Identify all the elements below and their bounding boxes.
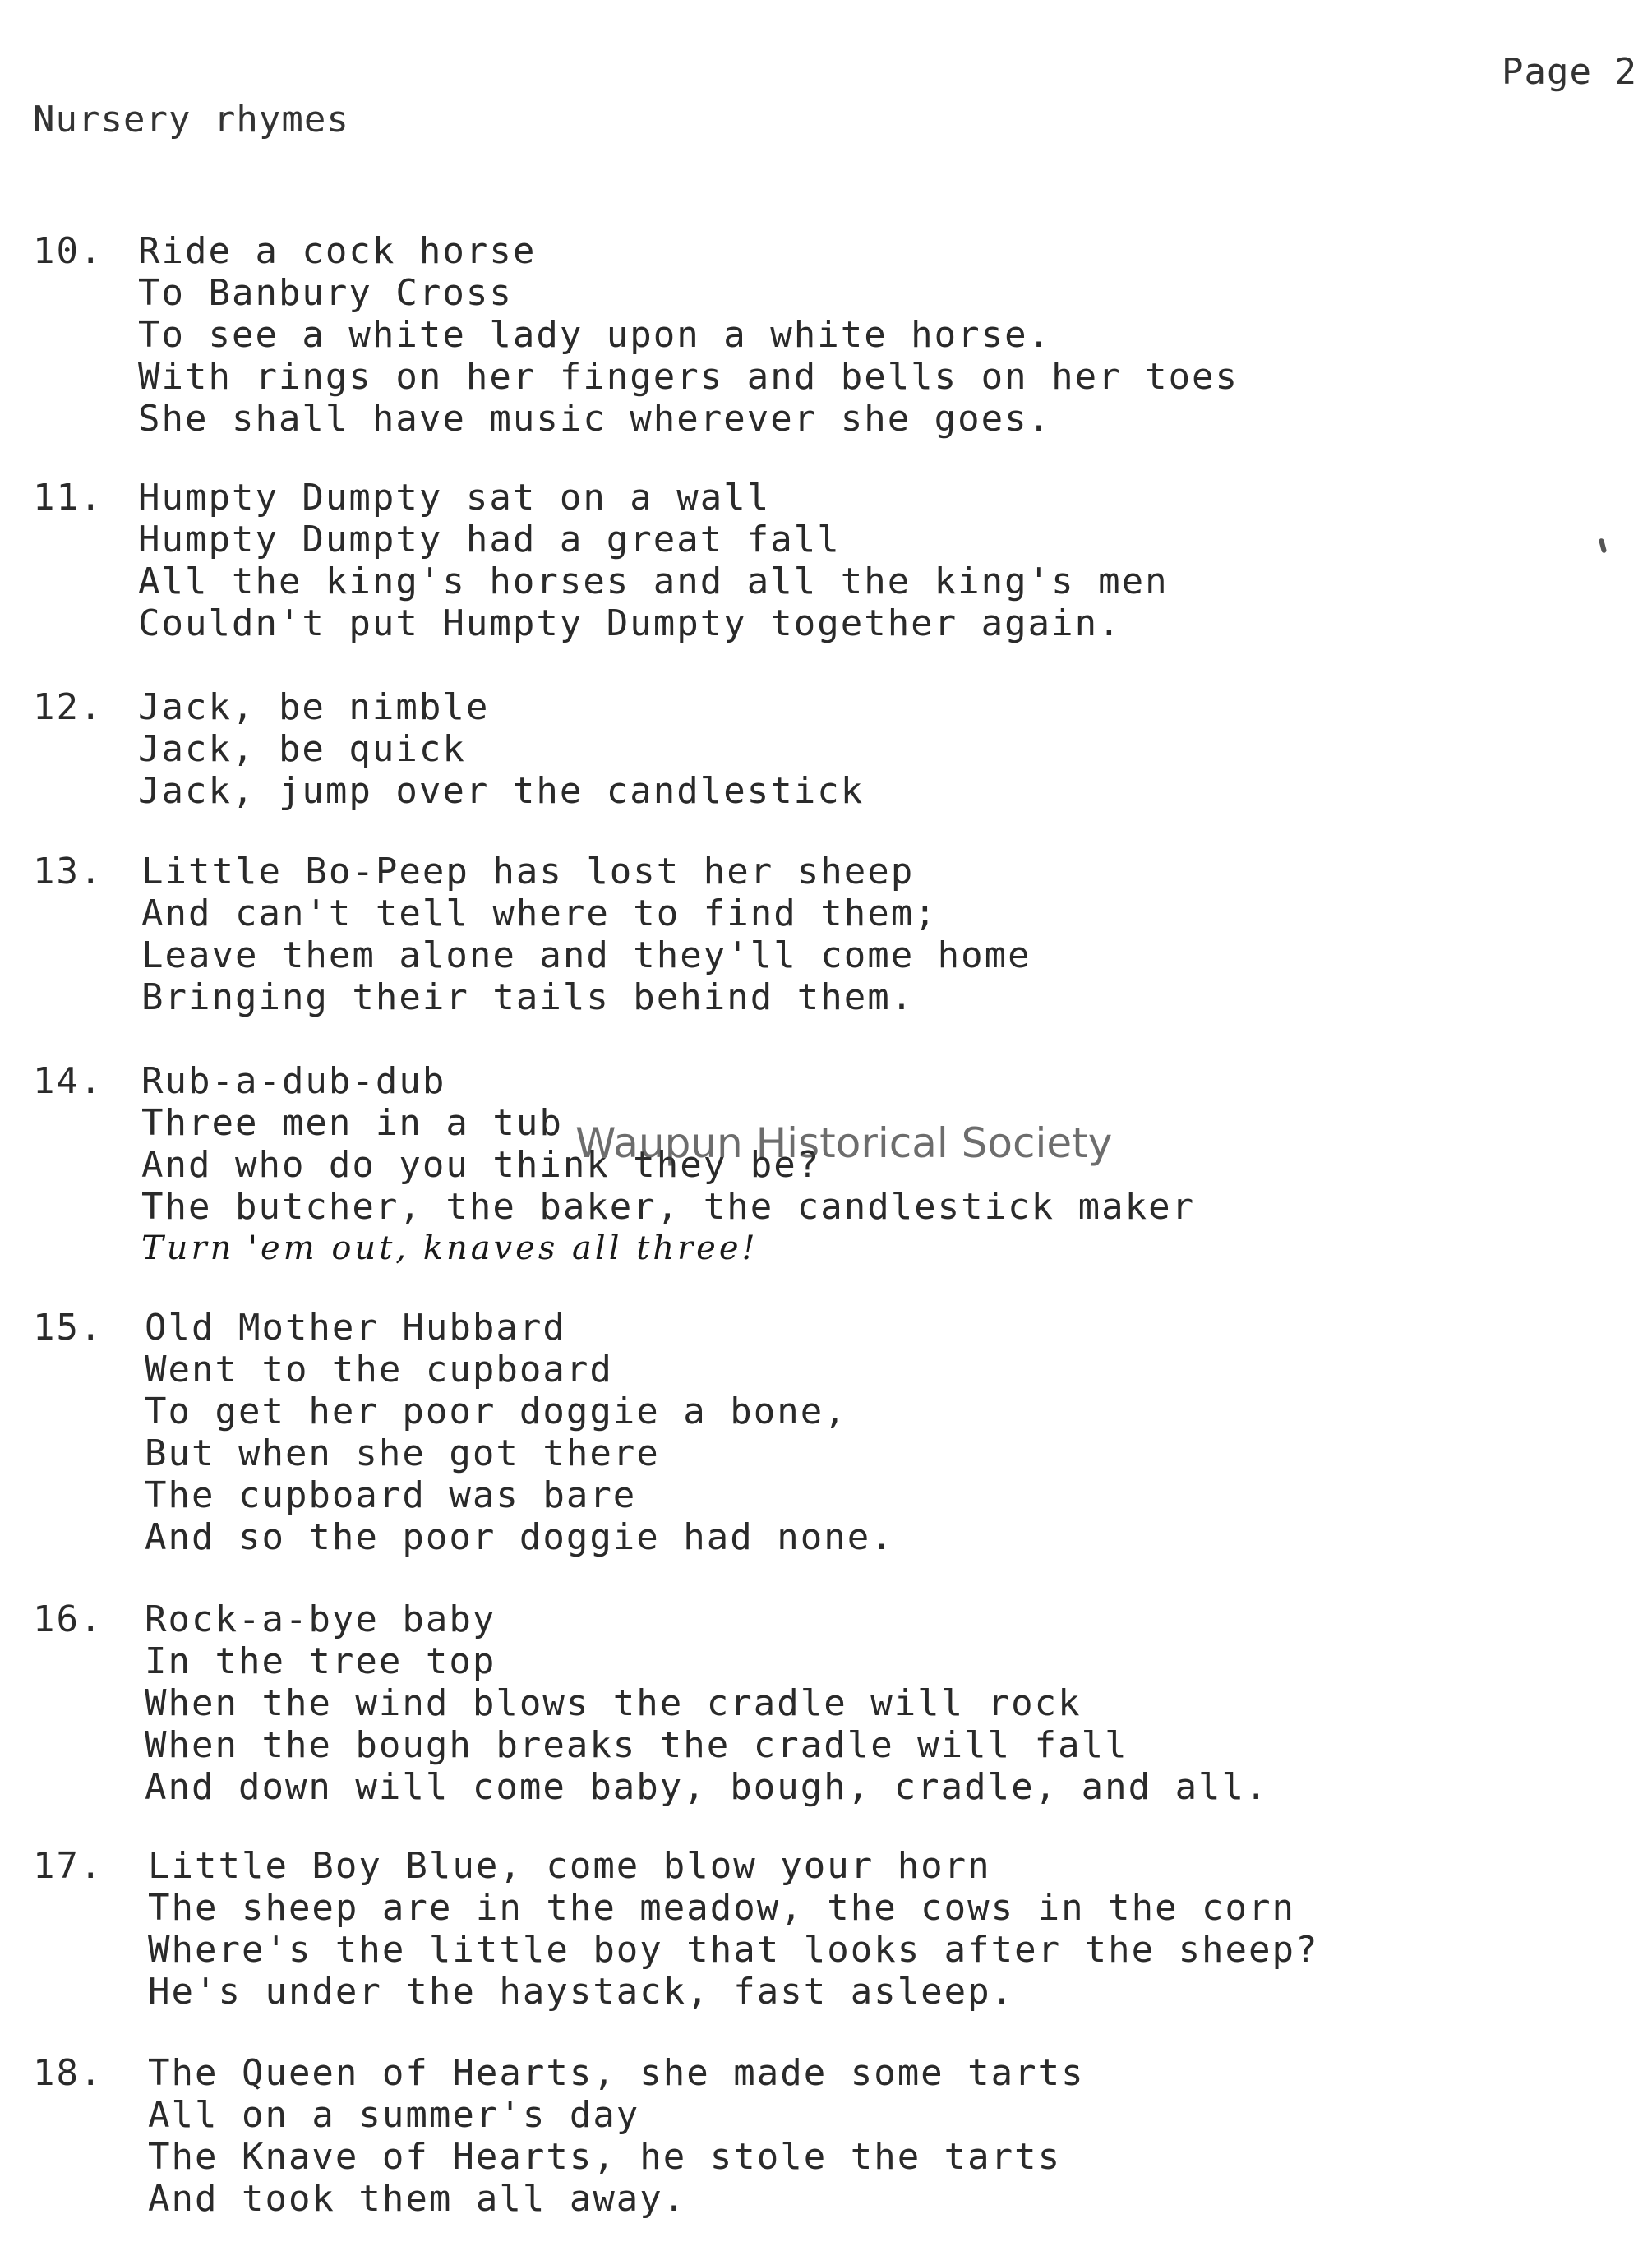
rhyme-line: He's under the haystack, fast asleep. bbox=[148, 1971, 1015, 2013]
rhyme-number: 18. bbox=[33, 2052, 104, 2094]
rhyme-number: 12. bbox=[33, 686, 104, 728]
rhyme-line: Leave them alone and they'll come home bbox=[141, 934, 1031, 976]
page-number: Page 2 bbox=[1502, 51, 1637, 93]
rhyme-line: To Banbury Cross bbox=[138, 272, 513, 314]
rhyme-lines bbox=[138, 686, 1585, 812]
rhyme-line: When the wind blows the cradle will rock bbox=[145, 1682, 1082, 1724]
document-title: Nursery rhymes bbox=[33, 99, 349, 141]
rhyme-line: Bringing their tails behind them. bbox=[141, 976, 915, 1018]
rhyme-line: Old Mother Hubbard bbox=[145, 1307, 566, 1349]
rhyme-line: Three men in a tub bbox=[141, 1102, 563, 1144]
rhyme-line: All the king's horses and all the king's men bbox=[138, 560, 1169, 602]
rhyme-line: When the bough breaks the cradle will fall bbox=[145, 1724, 1128, 1766]
rhyme-lines bbox=[141, 1060, 1588, 1270]
rhyme-line: And took them all away. bbox=[148, 2178, 687, 2220]
rhyme-lines bbox=[145, 1307, 1591, 1558]
rhyme-line: Humpty Dumpty sat on a wall bbox=[138, 477, 771, 519]
rhyme-lines bbox=[138, 477, 1585, 644]
rhyme-line: Humpty Dumpty had a great fall bbox=[138, 519, 841, 560]
rhyme-line: To get her poor doggie a bone, bbox=[145, 1391, 847, 1432]
rhyme-line: The cupboard was bare bbox=[145, 1474, 637, 1516]
rhyme-line: And down will come baby, bough, cradle, and all. bbox=[145, 1766, 1269, 1808]
rhyme-lines bbox=[138, 230, 1585, 440]
rhyme-line: Little Boy Blue, come blow your horn bbox=[148, 1845, 991, 1887]
rhyme-line: The Queen of Hearts, she made some tarts bbox=[148, 2052, 1085, 2094]
rhyme-line: Ride a cock horse bbox=[138, 230, 537, 272]
rhyme-line: The butcher, the baker, the candlestick maker bbox=[141, 1186, 1196, 1228]
rhyme-line: And can't tell where to find them; bbox=[141, 892, 938, 934]
rhyme-line: Rub-a-dub-dub bbox=[141, 1060, 446, 1102]
rhyme-number: 13. bbox=[33, 851, 104, 892]
rhyme-line: Couldn't put Humpty Dumpty together again. bbox=[138, 602, 1122, 644]
rhyme-number: 14. bbox=[33, 1060, 104, 1102]
ink-speck bbox=[1599, 538, 1607, 554]
rhyme-number: 15. bbox=[33, 1307, 104, 1349]
rhyme-line: The sheep are in the meadow, the cows in the corn bbox=[148, 1887, 1296, 1929]
rhyme-number: 10. bbox=[33, 230, 104, 272]
rhyme-number: 16. bbox=[33, 1598, 104, 1640]
rhyme-line: Went to the cupboard bbox=[145, 1349, 613, 1391]
rhyme-lines bbox=[145, 1598, 1591, 1808]
rhyme-line: With rings on her fingers and bells on her toes bbox=[138, 356, 1239, 398]
rhyme-lines bbox=[148, 2052, 1594, 2220]
rhyme-line: Jack, be quick bbox=[138, 728, 466, 770]
rhyme-line: All on a summer's day bbox=[148, 2094, 640, 2136]
rhyme-number: 17. bbox=[33, 1845, 104, 1887]
watermark: Waupun Historical Society bbox=[575, 1119, 1113, 1167]
rhyme-line: The Knave of Hearts, he stole the tarts bbox=[148, 2136, 1062, 2178]
rhyme-line: And who do you think they be? bbox=[141, 1144, 821, 1186]
rhyme-line: To see a white lady upon a white horse. bbox=[138, 314, 1052, 356]
rhyme-line: Jack, be nimble bbox=[138, 686, 490, 728]
rhyme-line: She shall have music wherever she goes. bbox=[138, 398, 1052, 440]
rhyme-line: In the tree top bbox=[145, 1640, 496, 1682]
rhyme-line: Rock-a-bye baby bbox=[145, 1598, 496, 1640]
rhyme-line: Little Bo-Peep has lost her sheep bbox=[141, 851, 915, 892]
rhyme-number: 11. bbox=[33, 477, 104, 519]
rhyme-line: Where's the little boy that looks after the sheep? bbox=[148, 1929, 1319, 1971]
rhyme-line: Jack, jump over the candlestick bbox=[138, 770, 865, 812]
rhyme-lines bbox=[148, 1845, 1594, 2013]
handwritten-annotation: Turn 'em out, knaves all three! bbox=[141, 1229, 759, 1267]
rhyme-lines bbox=[141, 851, 1588, 1018]
rhyme-line: And so the poor doggie had none. bbox=[145, 1516, 894, 1558]
rhyme-line: But when she got there bbox=[145, 1432, 660, 1474]
